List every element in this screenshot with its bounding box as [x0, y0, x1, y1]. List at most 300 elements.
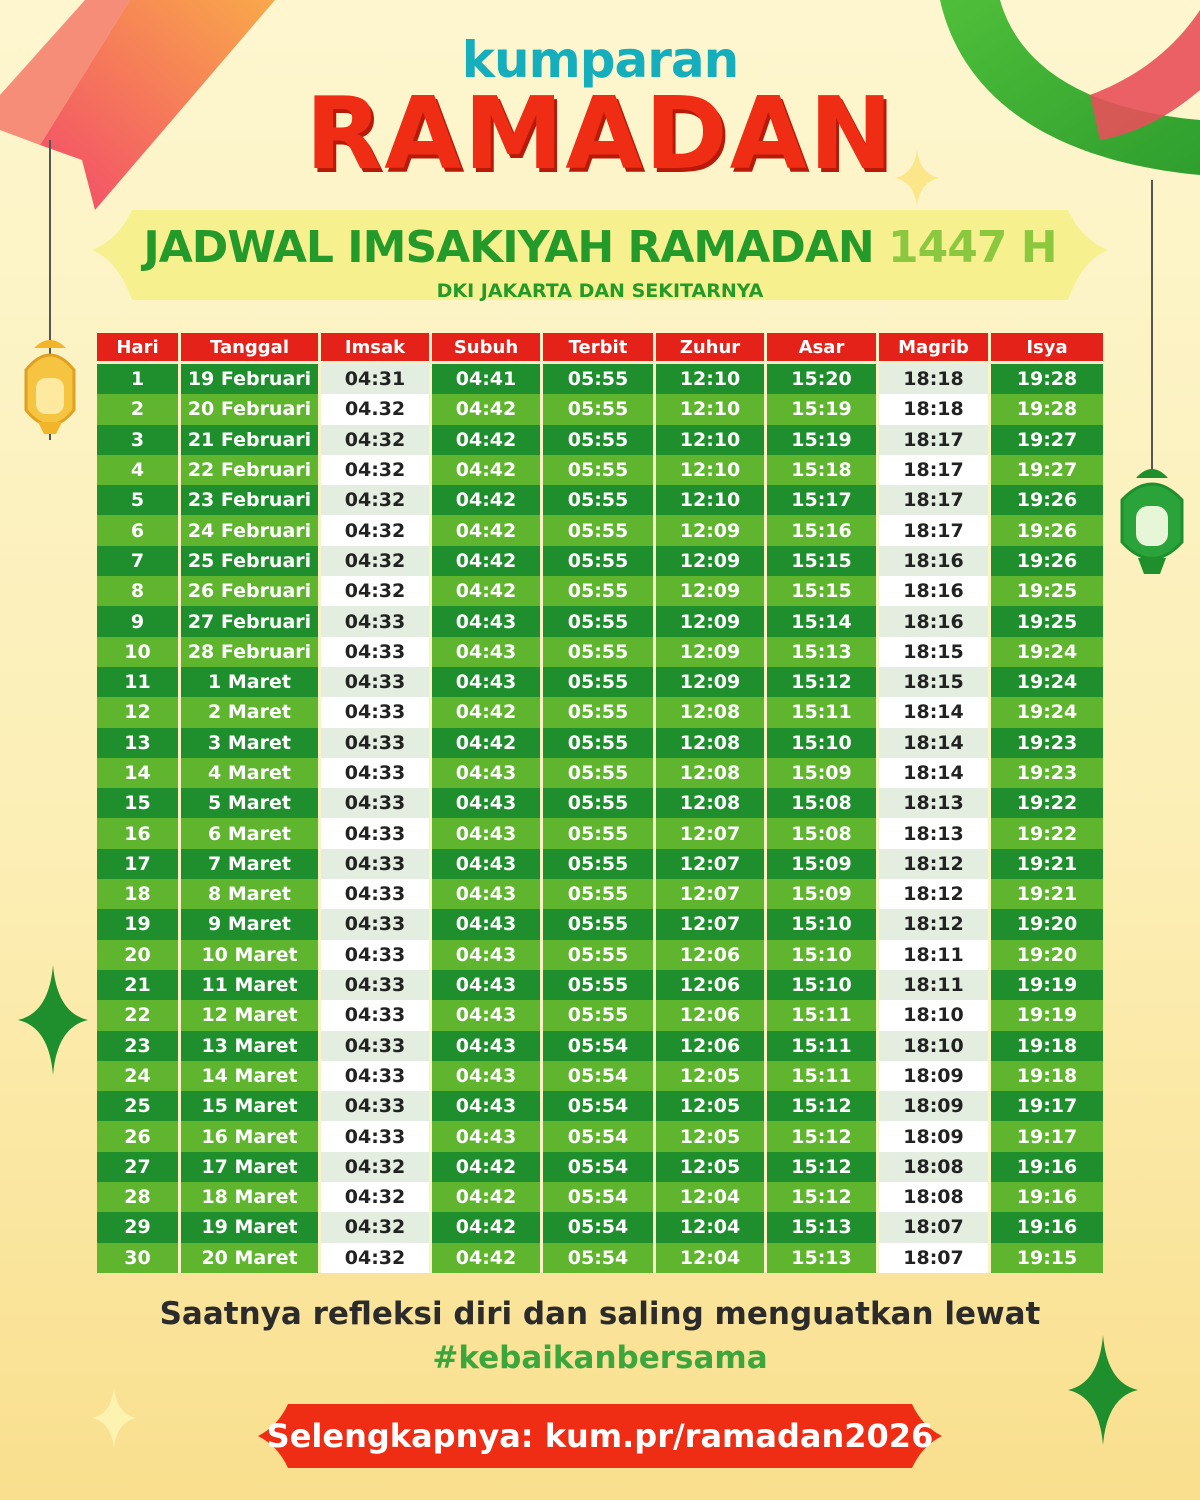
title-banner — [92, 210, 1108, 310]
cell-magrib: 18:17 — [879, 425, 991, 455]
cell-hari: 25 — [97, 1091, 181, 1121]
cell-hari: 15 — [97, 788, 181, 818]
cell-hari: 21 — [97, 970, 181, 1000]
cell-zuhur: 12:07 — [656, 849, 767, 879]
cell-isya: 19:25 — [991, 576, 1103, 606]
cell-hari: 1 — [97, 364, 181, 394]
cell-subuh: 04:42 — [432, 515, 543, 545]
cell-zuhur: 12:09 — [656, 546, 767, 576]
cell-imsak: 04:33 — [321, 788, 432, 818]
cell-isya: 19:19 — [991, 1000, 1103, 1030]
cell-asar: 15:12 — [767, 1182, 879, 1212]
cell-tanggal: 12 Maret — [181, 1000, 321, 1030]
cell-magrib: 18:07 — [879, 1212, 991, 1242]
cell-magrib: 18:15 — [879, 667, 991, 697]
cell-zuhur: 12:10 — [656, 455, 767, 485]
cell-hari: 22 — [97, 1000, 181, 1030]
cell-tanggal: 27 Februari — [181, 606, 321, 636]
cell-hari: 17 — [97, 849, 181, 879]
table-row — [97, 606, 1103, 636]
lantern-right-icon — [1112, 180, 1192, 580]
table-header-row — [97, 333, 1103, 364]
cell-asar: 15:13 — [767, 637, 879, 667]
cell-magrib: 18:14 — [879, 758, 991, 788]
cell-hari: 23 — [97, 1031, 181, 1061]
cell-tanggal: 13 Maret — [181, 1031, 321, 1061]
cell-subuh: 04:43 — [432, 879, 543, 909]
cell-terbit: 05:55 — [543, 728, 656, 758]
cell-imsak: 04:33 — [321, 940, 432, 970]
cell-subuh: 04:42 — [432, 1182, 543, 1212]
ramadan-wordmark: RAMADAN — [305, 75, 895, 192]
title-hijri-year: 1447 H — [888, 222, 1057, 273]
cell-zuhur: 12:05 — [656, 1061, 767, 1091]
table-body — [97, 364, 1103, 1273]
page-subtitle: DKI JAKARTA DAN SEKITARNYA — [436, 280, 764, 302]
column-header-imsak: Imsak — [321, 333, 432, 364]
table-row — [97, 576, 1103, 606]
table-row — [97, 1031, 1103, 1061]
cell-imsak: 04:33 — [321, 879, 432, 909]
cell-hari: 8 — [97, 576, 181, 606]
table-row — [97, 970, 1103, 1000]
cell-imsak: 04:32 — [321, 515, 432, 545]
cell-terbit: 05:55 — [543, 485, 656, 515]
cell-zuhur: 12:10 — [656, 425, 767, 455]
cell-tanggal: 10 Maret — [181, 940, 321, 970]
cell-hari: 29 — [97, 1212, 181, 1242]
cell-tanggal: 3 Maret — [181, 728, 321, 758]
cell-magrib: 18:17 — [879, 515, 991, 545]
cell-isya: 19:24 — [991, 637, 1103, 667]
cell-subuh: 04:43 — [432, 1000, 543, 1030]
cell-magrib: 18:17 — [879, 485, 991, 515]
cell-zuhur: 12:07 — [656, 879, 767, 909]
cell-asar: 15:12 — [767, 667, 879, 697]
cell-asar: 15:19 — [767, 425, 879, 455]
cell-asar: 15:16 — [767, 515, 879, 545]
cell-hari: 2 — [97, 394, 181, 424]
cell-asar: 15:15 — [767, 546, 879, 576]
cell-isya: 19:16 — [991, 1182, 1103, 1212]
cell-imsak: 04:33 — [321, 909, 432, 939]
cell-subuh: 04:42 — [432, 728, 543, 758]
cell-terbit: 05:55 — [543, 637, 656, 667]
table-row — [97, 637, 1103, 667]
prayer-schedule-table — [97, 333, 1103, 1273]
table-row — [97, 364, 1103, 394]
cell-hari: 7 — [97, 546, 181, 576]
cell-isya: 19:28 — [991, 394, 1103, 424]
cell-subuh: 04:43 — [432, 849, 543, 879]
table-row — [97, 425, 1103, 455]
page-title — [92, 222, 1108, 273]
cell-terbit: 05:55 — [543, 788, 656, 818]
cell-isya: 19:25 — [991, 606, 1103, 636]
cell-isya: 19:21 — [991, 849, 1103, 879]
cell-asar: 15:09 — [767, 758, 879, 788]
cell-terbit: 05:54 — [543, 1212, 656, 1242]
cell-isya: 19:18 — [991, 1031, 1103, 1061]
cell-magrib: 18:12 — [879, 879, 991, 909]
cell-asar: 15:08 — [767, 818, 879, 848]
cell-imsak: 04:33 — [321, 667, 432, 697]
cell-magrib: 18:11 — [879, 970, 991, 1000]
cell-isya: 19:22 — [991, 818, 1103, 848]
cell-tanggal: 18 Maret — [181, 1182, 321, 1212]
cell-asar: 15:10 — [767, 728, 879, 758]
cell-magrib: 18:13 — [879, 818, 991, 848]
cell-terbit: 05:55 — [543, 940, 656, 970]
cell-terbit: 05:55 — [543, 697, 656, 727]
cell-asar: 15:18 — [767, 455, 879, 485]
cell-imsak: 04:33 — [321, 1121, 432, 1151]
cell-tanggal: 22 Februari — [181, 455, 321, 485]
cell-magrib: 18:09 — [879, 1091, 991, 1121]
cell-imsak: 04:33 — [321, 758, 432, 788]
table-row — [97, 818, 1103, 848]
cell-terbit: 05:54 — [543, 1121, 656, 1151]
table-row — [97, 909, 1103, 939]
cell-terbit: 05:55 — [543, 606, 656, 636]
cell-hari: 20 — [97, 940, 181, 970]
cell-subuh: 04:43 — [432, 940, 543, 970]
cell-magrib: 18:12 — [879, 849, 991, 879]
cell-tanggal: 11 Maret — [181, 970, 321, 1000]
cell-isya: 19:18 — [991, 1061, 1103, 1091]
table-row — [97, 1152, 1103, 1182]
cell-terbit: 05:55 — [543, 546, 656, 576]
cell-terbit: 05:54 — [543, 1243, 656, 1273]
cell-zuhur: 12:09 — [656, 576, 767, 606]
cell-asar: 15:15 — [767, 576, 879, 606]
cell-tanggal: 14 Maret — [181, 1061, 321, 1091]
cell-subuh: 04:42 — [432, 485, 543, 515]
cell-terbit: 05:55 — [543, 879, 656, 909]
cta-link[interactable]: Selengkapnya: kum.pr/ramadan2026 — [266, 1417, 934, 1455]
cell-imsak: 04:33 — [321, 637, 432, 667]
cell-subuh: 04:42 — [432, 546, 543, 576]
cell-subuh: 04:42 — [432, 1212, 543, 1242]
column-header-zuhur: Zuhur — [656, 333, 767, 364]
column-header-terbit: Terbit — [543, 333, 656, 364]
cell-asar: 15:11 — [767, 1061, 879, 1091]
cell-magrib: 18:12 — [879, 909, 991, 939]
cell-isya: 19:23 — [991, 728, 1103, 758]
cell-isya: 19:23 — [991, 758, 1103, 788]
brand-logo — [0, 30, 1200, 192]
cell-tanggal: 9 Maret — [181, 909, 321, 939]
cell-asar: 15:10 — [767, 940, 879, 970]
cell-terbit: 05:55 — [543, 667, 656, 697]
cell-asar: 15:13 — [767, 1243, 879, 1273]
cell-terbit: 05:55 — [543, 455, 656, 485]
cell-hari: 10 — [97, 637, 181, 667]
cell-tanggal: 7 Maret — [181, 849, 321, 879]
cell-terbit: 05:55 — [543, 1000, 656, 1030]
cell-isya: 19:19 — [991, 970, 1103, 1000]
table-row — [97, 485, 1103, 515]
table-row — [97, 849, 1103, 879]
table-row — [97, 697, 1103, 727]
cell-tanggal: 16 Maret — [181, 1121, 321, 1151]
cell-zuhur: 12:08 — [656, 697, 767, 727]
cell-subuh: 04:43 — [432, 909, 543, 939]
cell-tanggal: 21 Februari — [181, 425, 321, 455]
cell-zuhur: 12:10 — [656, 394, 767, 424]
cell-terbit: 05:55 — [543, 849, 656, 879]
cell-tanggal: 19 Maret — [181, 1212, 321, 1242]
cell-terbit: 05:55 — [543, 515, 656, 545]
cta-banner[interactable] — [258, 1404, 942, 1468]
cell-terbit: 05:55 — [543, 970, 656, 1000]
cell-hari: 9 — [97, 606, 181, 636]
table-row — [97, 1061, 1103, 1091]
table-row — [97, 546, 1103, 576]
cell-isya: 19:27 — [991, 455, 1103, 485]
cell-terbit: 05:54 — [543, 1152, 656, 1182]
cell-imsak: 04:32 — [321, 1182, 432, 1212]
cell-imsak: 04:31 — [321, 364, 432, 394]
cell-subuh: 04:42 — [432, 1152, 543, 1182]
cell-asar: 15:12 — [767, 1091, 879, 1121]
cell-isya: 19:21 — [991, 879, 1103, 909]
table-row — [97, 1212, 1103, 1242]
sparkle-star-icon — [92, 1388, 136, 1448]
cell-imsak: 04:32 — [321, 576, 432, 606]
cell-imsak: 04:32 — [321, 546, 432, 576]
cell-hari: 14 — [97, 758, 181, 788]
cell-imsak: 04:33 — [321, 1031, 432, 1061]
cell-zuhur: 12:10 — [656, 485, 767, 515]
cell-tanggal: 17 Maret — [181, 1152, 321, 1182]
cell-magrib: 18:09 — [879, 1061, 991, 1091]
table-row — [97, 1182, 1103, 1212]
cell-zuhur: 12:09 — [656, 606, 767, 636]
cell-hari: 5 — [97, 485, 181, 515]
cell-tanggal: 2 Maret — [181, 697, 321, 727]
cell-imsak: 04:33 — [321, 728, 432, 758]
cell-imsak: 04:32 — [321, 1212, 432, 1242]
cell-subuh: 04:42 — [432, 425, 543, 455]
cell-isya: 19:22 — [991, 788, 1103, 818]
column-header-hari: Hari — [97, 333, 181, 364]
cell-asar: 15:12 — [767, 1152, 879, 1182]
cell-magrib: 18:16 — [879, 576, 991, 606]
cell-terbit: 05:55 — [543, 758, 656, 788]
cell-magrib: 18:14 — [879, 728, 991, 758]
cell-subuh: 04:42 — [432, 455, 543, 485]
cell-imsak: 04:32 — [321, 425, 432, 455]
sparkle-star-icon — [18, 965, 88, 1075]
cell-terbit: 05:55 — [543, 425, 656, 455]
cell-tanggal: 23 Februari — [181, 485, 321, 515]
cell-hari: 18 — [97, 879, 181, 909]
column-header-isya: Isya — [991, 333, 1103, 364]
cell-zuhur: 12:06 — [656, 1031, 767, 1061]
cell-subuh: 04:43 — [432, 1121, 543, 1151]
cell-zuhur: 12:06 — [656, 1000, 767, 1030]
column-header-magrib: Magrib — [879, 333, 991, 364]
cell-asar: 15:08 — [767, 788, 879, 818]
cell-imsak: 04:33 — [321, 818, 432, 848]
footer-message: Saatnya refleksi diri dan saling menguatkan lewat — [159, 1296, 1041, 1332]
publisher-logo: kumparan — [461, 31, 739, 89]
cell-magrib: 18:18 — [879, 394, 991, 424]
cell-asar: 15:14 — [767, 606, 879, 636]
cell-zuhur: 12:08 — [656, 758, 767, 788]
cell-imsak: 04:32 — [321, 455, 432, 485]
table-row — [97, 1091, 1103, 1121]
cell-subuh: 04:43 — [432, 788, 543, 818]
title-main: JADWAL IMSAKIYAH RAMADAN — [143, 222, 888, 273]
cell-zuhur: 12:07 — [656, 909, 767, 939]
cell-zuhur: 12:09 — [656, 637, 767, 667]
cell-terbit: 05:54 — [543, 1182, 656, 1212]
cell-imsak: 04:33 — [321, 970, 432, 1000]
cell-hari: 24 — [97, 1061, 181, 1091]
cell-magrib: 18:14 — [879, 697, 991, 727]
cell-subuh: 04:43 — [432, 637, 543, 667]
cell-subuh: 04:42 — [432, 394, 543, 424]
cell-imsak: 04:32 — [321, 485, 432, 515]
table-row — [97, 758, 1103, 788]
cell-hari: 26 — [97, 1121, 181, 1151]
cell-imsak: 04:33 — [321, 1061, 432, 1091]
cell-terbit: 05:54 — [543, 1031, 656, 1061]
cell-zuhur: 12:04 — [656, 1182, 767, 1212]
column-header-subuh: Subuh — [432, 333, 543, 364]
table-row — [97, 667, 1103, 697]
cell-magrib: 18:11 — [879, 940, 991, 970]
cell-tanggal: 6 Maret — [181, 818, 321, 848]
cell-terbit: 05:54 — [543, 1061, 656, 1091]
cell-magrib: 18:09 — [879, 1121, 991, 1151]
table-row — [97, 515, 1103, 545]
cell-asar: 15:17 — [767, 485, 879, 515]
cell-hari: 13 — [97, 728, 181, 758]
cell-zuhur: 12:09 — [656, 667, 767, 697]
cell-imsak: 04:32 — [321, 1243, 432, 1273]
table-row — [97, 1000, 1103, 1030]
cell-hari: 6 — [97, 515, 181, 545]
cell-magrib: 18:18 — [879, 364, 991, 394]
cell-magrib: 18:15 — [879, 637, 991, 667]
table-row — [97, 1243, 1103, 1273]
cell-zuhur: 12:08 — [656, 788, 767, 818]
cell-subuh: 04:43 — [432, 1031, 543, 1061]
cell-imsak: 04:33 — [321, 697, 432, 727]
cell-subuh: 04:41 — [432, 364, 543, 394]
table-row — [97, 728, 1103, 758]
cell-isya: 19:24 — [991, 667, 1103, 697]
cell-tanggal: 20 Februari — [181, 394, 321, 424]
cell-terbit: 05:55 — [543, 364, 656, 394]
cell-isya: 19:27 — [991, 425, 1103, 455]
cell-zuhur: 12:08 — [656, 728, 767, 758]
cell-subuh: 04:42 — [432, 576, 543, 606]
cell-tanggal: 28 Februari — [181, 637, 321, 667]
cell-zuhur: 12:09 — [656, 515, 767, 545]
cell-imsak: 04:33 — [321, 1000, 432, 1030]
cell-imsak: 04:32 — [321, 1152, 432, 1182]
cell-isya: 19:16 — [991, 1152, 1103, 1182]
cell-asar: 15:11 — [767, 1000, 879, 1030]
cell-magrib: 18:16 — [879, 546, 991, 576]
cell-imsak: 04:33 — [321, 606, 432, 636]
footer-hashtag: #kebaikanbersama — [432, 1340, 768, 1376]
column-header-tanggal: Tanggal — [181, 333, 321, 364]
cell-zuhur: 12:04 — [656, 1243, 767, 1273]
cell-subuh: 04:43 — [432, 667, 543, 697]
cell-terbit: 05:55 — [543, 394, 656, 424]
cell-hari: 28 — [97, 1182, 181, 1212]
cell-subuh: 04:42 — [432, 697, 543, 727]
cell-magrib: 18:16 — [879, 606, 991, 636]
cell-magrib: 18:10 — [879, 1031, 991, 1061]
cell-subuh: 04:43 — [432, 970, 543, 1000]
cell-tanggal: 24 Februari — [181, 515, 321, 545]
cell-isya: 19:26 — [991, 546, 1103, 576]
table-row — [97, 879, 1103, 909]
cell-isya: 19:16 — [991, 1212, 1103, 1242]
cell-isya: 19:17 — [991, 1091, 1103, 1121]
cell-zuhur: 12:06 — [656, 940, 767, 970]
cell-tanggal: 1 Maret — [181, 667, 321, 697]
cell-terbit: 05:55 — [543, 818, 656, 848]
cell-tanggal: 25 Februari — [181, 546, 321, 576]
column-header-asar: Asar — [767, 333, 879, 364]
cell-subuh: 04:43 — [432, 1061, 543, 1091]
cell-zuhur: 12:06 — [656, 970, 767, 1000]
cell-subuh: 04:43 — [432, 606, 543, 636]
cell-hari: 19 — [97, 909, 181, 939]
cell-isya: 19:26 — [991, 485, 1103, 515]
cell-hari: 12 — [97, 697, 181, 727]
cell-isya: 19:20 — [991, 909, 1103, 939]
cell-magrib: 18:08 — [879, 1152, 991, 1182]
cell-subuh: 04:42 — [432, 1243, 543, 1273]
cell-asar: 15:09 — [767, 849, 879, 879]
cell-hari: 11 — [97, 667, 181, 697]
cell-asar: 15:13 — [767, 1212, 879, 1242]
cell-isya: 19:20 — [991, 940, 1103, 970]
cell-tanggal: 4 Maret — [181, 758, 321, 788]
cell-subuh: 04:43 — [432, 818, 543, 848]
cell-subuh: 04:43 — [432, 1091, 543, 1121]
cell-isya: 19:15 — [991, 1243, 1103, 1273]
cell-tanggal: 26 Februari — [181, 576, 321, 606]
cell-asar: 15:11 — [767, 697, 879, 727]
cell-imsak: 04.32 — [321, 394, 432, 424]
cell-tanggal: 20 Maret — [181, 1243, 321, 1273]
cell-zuhur: 12:05 — [656, 1121, 767, 1151]
cell-hari: 3 — [97, 425, 181, 455]
cell-asar: 15:11 — [767, 1031, 879, 1061]
table-row — [97, 940, 1103, 970]
table-row — [97, 394, 1103, 424]
table-row — [97, 1121, 1103, 1151]
cell-asar: 15:09 — [767, 879, 879, 909]
cell-tanggal: 15 Maret — [181, 1091, 321, 1121]
table-row — [97, 455, 1103, 485]
cell-magrib: 18:10 — [879, 1000, 991, 1030]
cell-zuhur: 12:10 — [656, 364, 767, 394]
cell-asar: 15:10 — [767, 909, 879, 939]
cell-asar: 15:19 — [767, 394, 879, 424]
cell-magrib: 18:08 — [879, 1182, 991, 1212]
table-row — [97, 788, 1103, 818]
